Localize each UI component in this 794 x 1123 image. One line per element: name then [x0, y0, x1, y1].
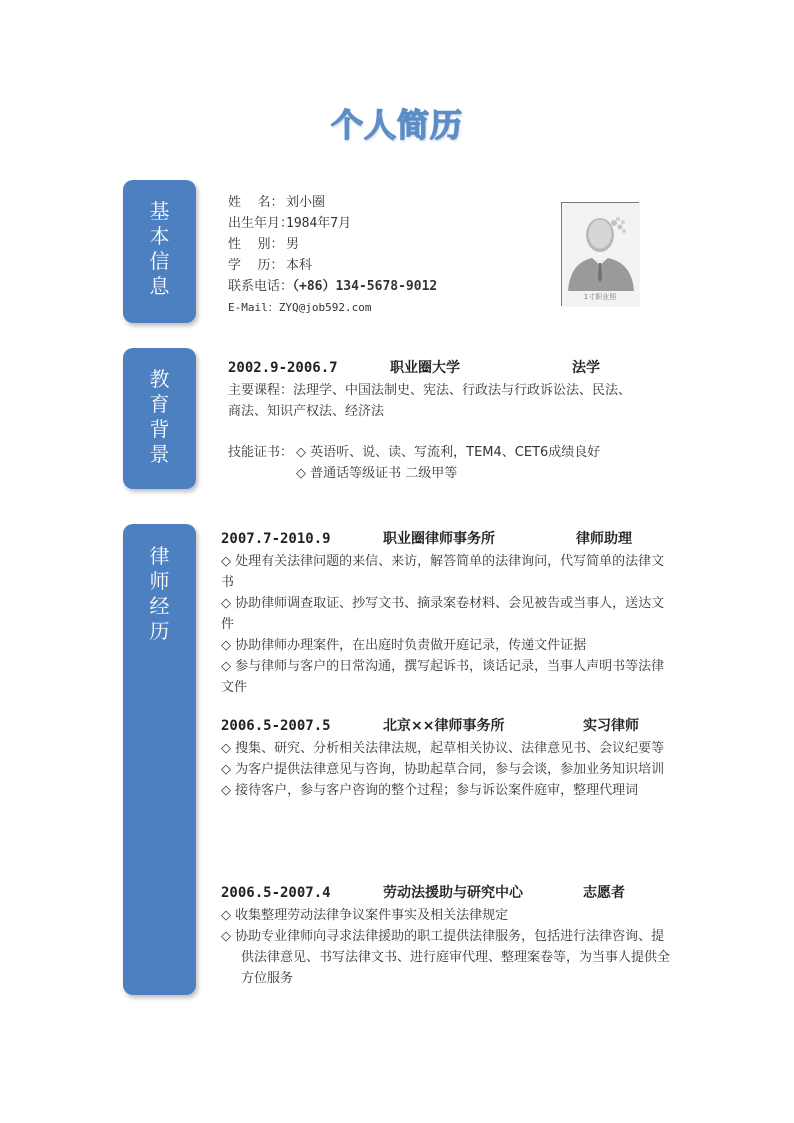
job-duty: ◇ 搜集、研究、分析相关法律法规，起草相关协议、法律意见书、会议纪要等 [221, 741, 665, 756]
gender-row [228, 234, 548, 255]
courses-line: 主要课程：法理学、中国法制史、宪法、行政法与行政诉讼法、民法、 [228, 383, 632, 398]
phone-row [228, 276, 548, 297]
job-role: 律师助理 [576, 531, 632, 547]
resume-title: 个人简历 [330, 106, 463, 144]
name-row [228, 192, 548, 213]
tab-char: 历 [149, 619, 170, 643]
tab-char: 育 [149, 392, 170, 416]
section-tab-experience [123, 524, 196, 995]
job-duty: ◇ 参与律师与客户的日常沟通，撰写起诉书，谈话记录，当事人声明书等法律文件 [221, 659, 665, 695]
field-label: 性 别： [228, 237, 284, 252]
name-value: 刘小圈 [286, 195, 326, 210]
tab-char: 本 [149, 224, 170, 248]
job-role: 实习律师 [583, 718, 639, 734]
field-label: E-Mail： [228, 301, 279, 314]
education-major: 法学 [572, 360, 600, 376]
skills-row [228, 442, 678, 463]
tab-char: 背 [149, 417, 170, 441]
field-label: 姓 名： [228, 195, 284, 210]
education-details [228, 358, 678, 484]
job-entry [221, 883, 671, 989]
tab-char: 教 [149, 367, 170, 391]
profile-photo [561, 202, 639, 306]
skill-item: ◇ 普通话等级证书 二级甲等 [296, 466, 458, 481]
job-period: 2007.7-2010.9 [221, 531, 331, 547]
section-tab-education [123, 348, 196, 489]
job-duty: ◇ 协助律师办理案件，在出庭时负责做开庭记录，传递文件证据 [221, 638, 587, 653]
job-duty: ◇ 为客户提供法律意见与咨询，协助起草合同，参与会谈，参加业务知识培训 [221, 762, 665, 777]
education-period: 2002.9-2006.7 [228, 360, 338, 376]
job-organization: 职业圈律师事务所 [383, 531, 495, 547]
tab-char: 息 [149, 274, 170, 298]
job-heading [221, 529, 671, 551]
birth-row [228, 213, 548, 234]
job-organization: 劳动法援助与研究中心 [383, 885, 523, 901]
job-duty: ◇ 接待客户，参与客户咨询的整个过程；参与诉讼案件庭审，整理代理词 [221, 783, 639, 798]
phone-value: （+86）134-5678-9012 [286, 279, 438, 294]
education-school: 职业圈大学 [390, 360, 460, 376]
tab-char: 师 [149, 569, 170, 593]
education-heading [228, 358, 678, 380]
job-duty: ◇ 协助专业律师向寻求法律援助的职工提供法律服务，包括进行法律咨询、提供法律意见、书写法律文书、进行庭审代理、整理案卷等，为当事人提供全方位服务 [221, 929, 671, 986]
job-period: 2006.5-2007.4 [221, 885, 331, 901]
email-value: ZYQ@job592.com [278, 301, 372, 314]
email-row [228, 297, 548, 318]
photo-caption: 1寸职业照 [583, 293, 617, 301]
field-label: 学 历： [228, 258, 284, 273]
gender-value: 男 [286, 237, 300, 252]
job-duty: ◇ 处理有关法律问题的来信、来访，解答简单的法律询问，代写简单的法律文书 [221, 554, 665, 590]
basic-info-fields [228, 192, 548, 318]
tab-char: 律 [149, 544, 170, 568]
field-label: 联系电话： [228, 279, 294, 294]
courses-line: 商法、知识产权法、经济法 [228, 404, 385, 419]
job-duty: ◇ 收集整理劳动法律争议案件事实及相关法律规定 [221, 908, 509, 923]
tab-char: 信 [149, 249, 170, 273]
job-duty: ◇ 协助律师调查取证、抄写文书、摘录案卷材料、会见被告或当事人，送达文件 [221, 596, 665, 632]
education-level-row [228, 255, 548, 276]
tab-char: 基 [149, 199, 170, 223]
section-tab-basic-info [123, 180, 196, 323]
job-period: 2006.5-2007.5 [221, 718, 331, 734]
job-organization: 北京××律师事务所 [383, 718, 505, 734]
skills-label: 技能证书： [228, 445, 294, 460]
skill-item: ◇ 英语听、说、读、写流利，TEM4、CET6成绩良好 [296, 445, 601, 460]
job-heading [221, 883, 671, 905]
job-entry [221, 716, 671, 801]
job-heading [221, 716, 671, 738]
job-entry [221, 529, 671, 698]
birth-value: 1984年7月 [286, 216, 352, 231]
tab-char: 经 [149, 594, 170, 618]
tab-char: 景 [149, 442, 170, 466]
job-role: 志愿者 [583, 885, 625, 901]
education-level-value: 本科 [286, 258, 313, 273]
skills-row [228, 463, 678, 484]
field-label: 出生年月： [228, 216, 294, 231]
